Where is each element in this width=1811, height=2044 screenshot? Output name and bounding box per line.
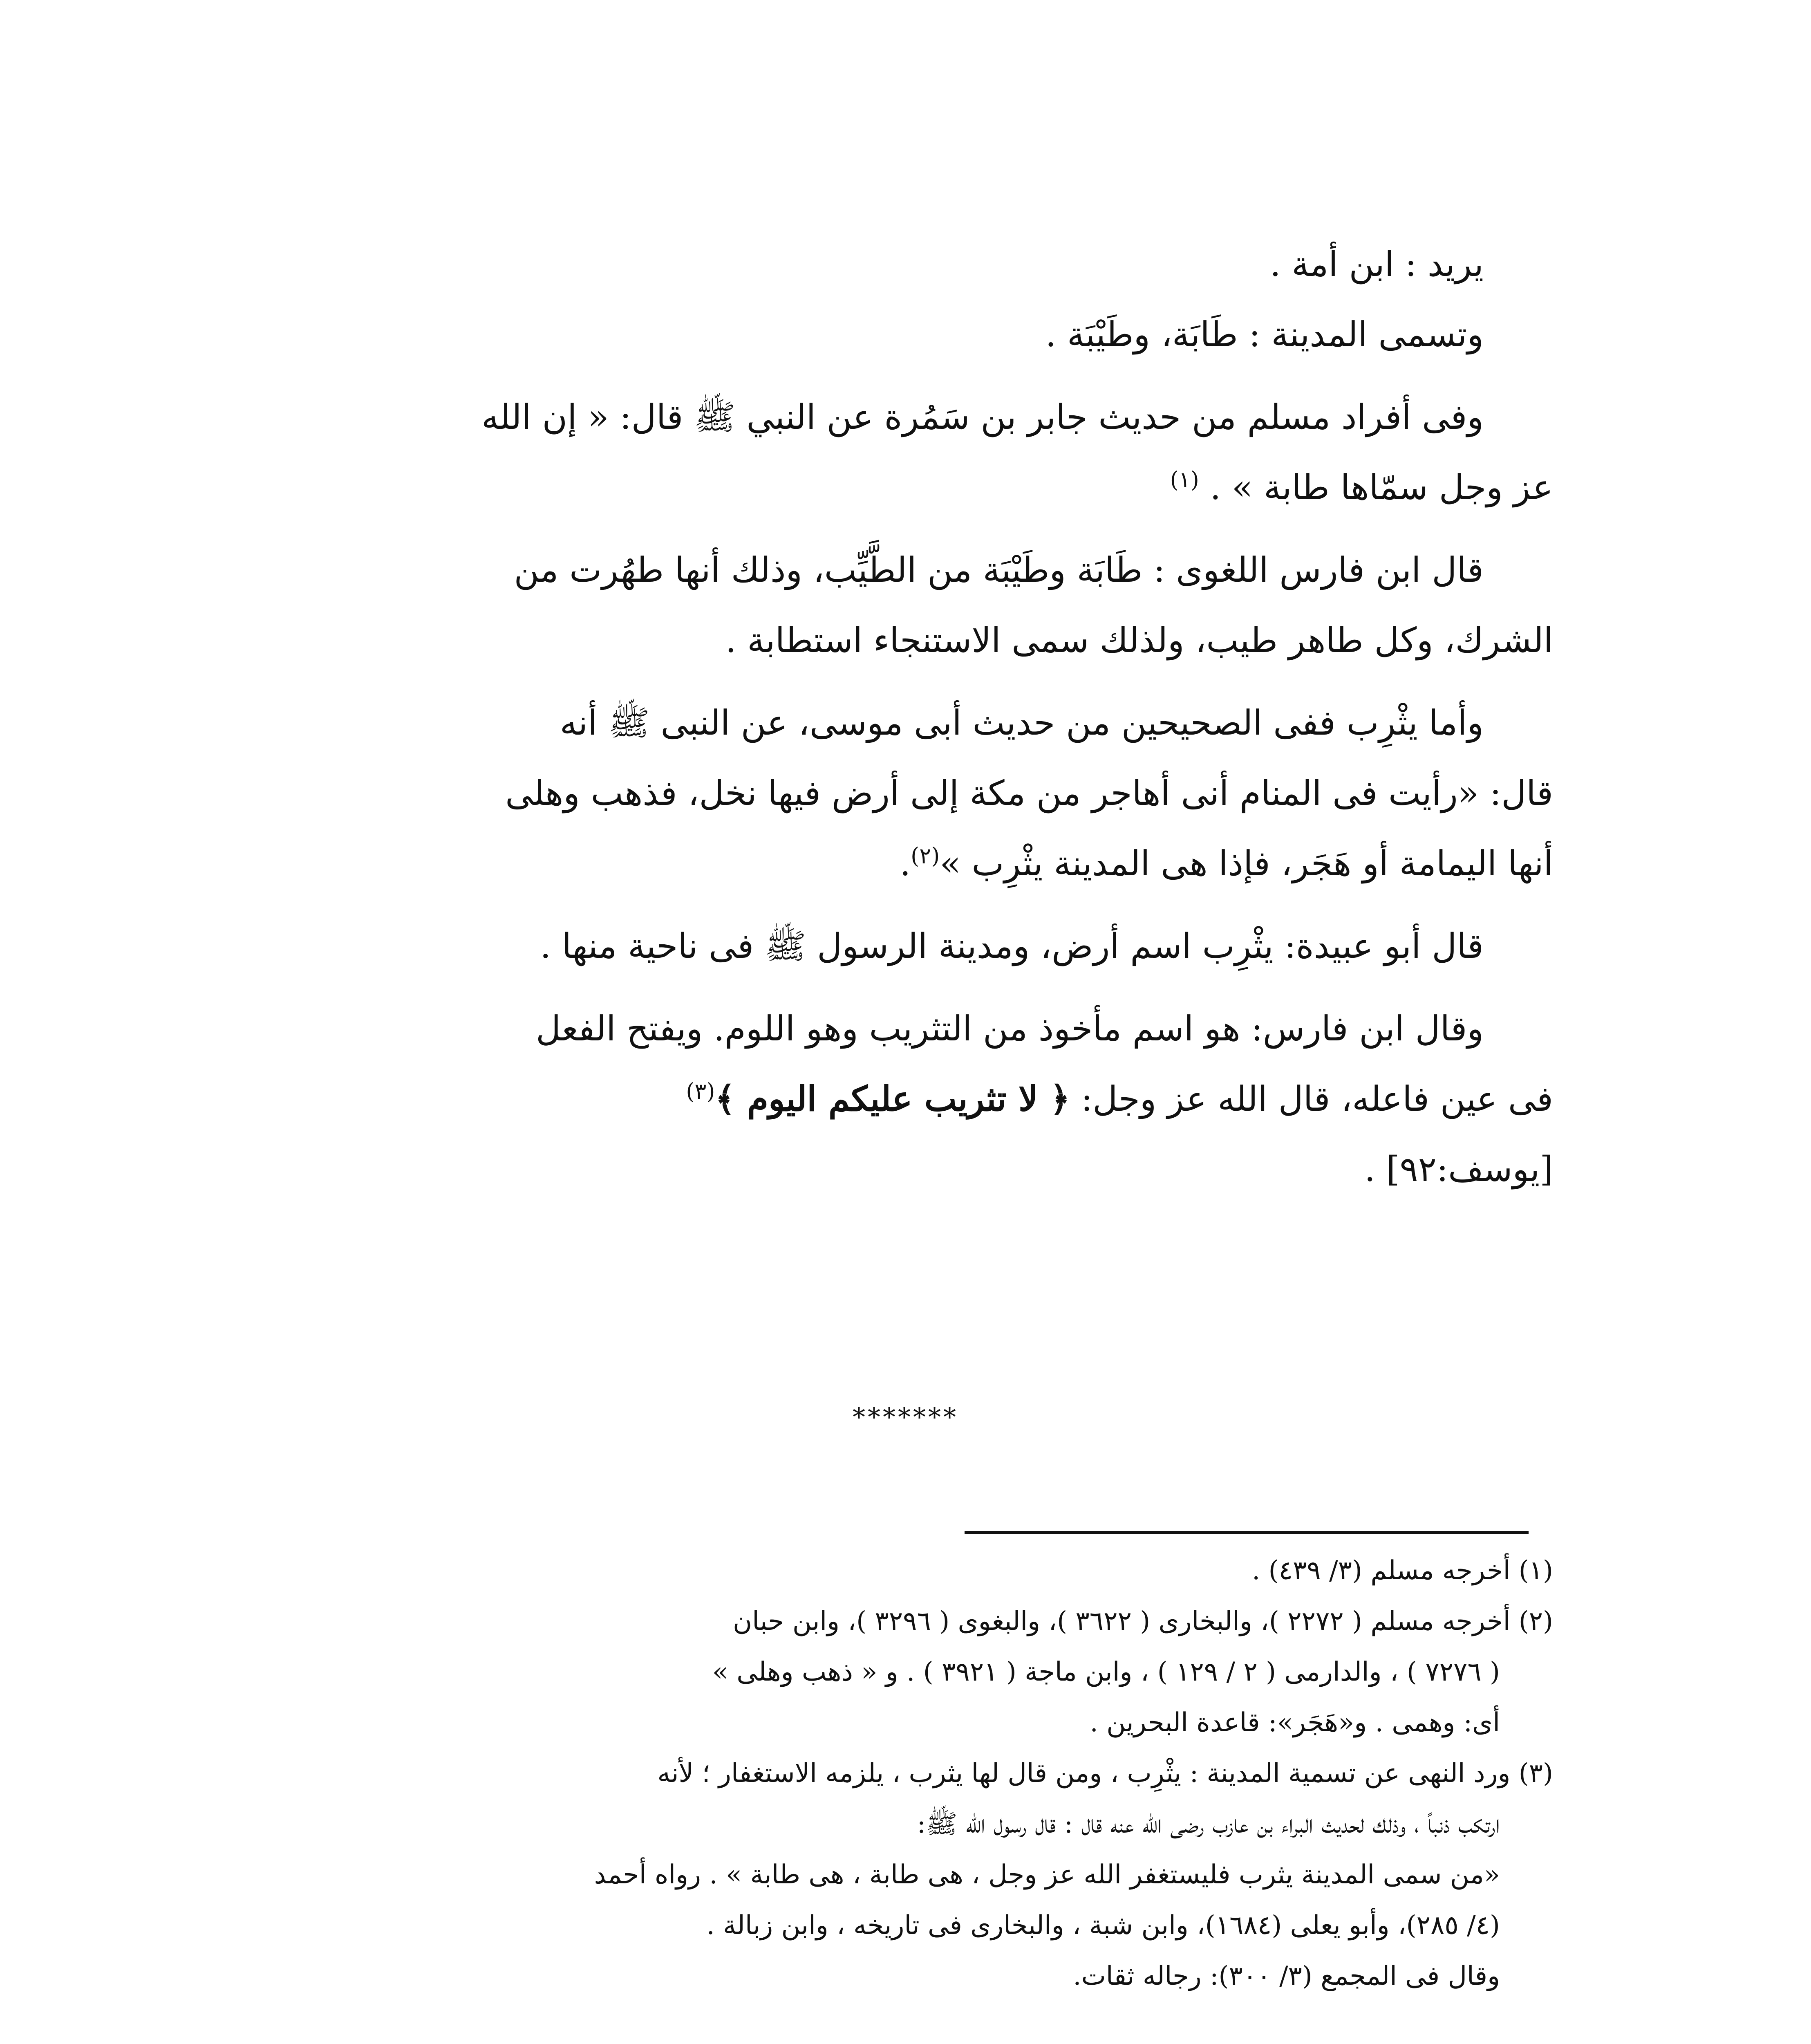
main-text-block [286, 229, 1553, 1204]
footnote-ref: (٣) [686, 1078, 715, 1104]
text-line: قال: «رأيت فى المنام أنى أهاجر من مكة إلى أرض فيها نخل، فذهب وهلى [505, 773, 1553, 813]
quran-quote: ﴿ لا تثريب عليكم اليوم ﴾ [715, 1078, 1070, 1119]
footnote-line: (٣) ورد النهى عن تسمية المدينة : يثْرِب ، ومن قال لها يثرب ، يلزمه الاستغفار ؛ لأنه [657, 1758, 1553, 1788]
footnote-divider [965, 1531, 1529, 1534]
text-line [286, 452, 1553, 522]
footnote-line: (٤/ ٢٨٥)، وأبو يعلى (١٦٨٤)، وابن شبة ، والبخارى فى تاريخه ، وابن زبالة . [706, 1910, 1500, 1941]
text-line: وأما يثْرِب ففى الصحيحين من حديث أبى موسى، عن النبى ﷺ أنه [560, 703, 1484, 743]
text-span: فى عين فاعله، قال الله عز وجل: [1081, 1079, 1553, 1119]
footnotes-block [286, 1545, 1553, 2001]
text-span: . [900, 843, 911, 883]
text-line: يريد : ابن أمة . [1269, 244, 1484, 284]
footnote-line: «من سمى المدينة يثرب فليستغفر الله عز وجل ، هى طابة ، هى طابة » . رواه أحمد [594, 1860, 1500, 1890]
text-line: وتسمى المدينة : طَابَة، وطَيْبَة . [1045, 314, 1484, 354]
footnote-line: وقال فى المجمع (٣/ ٣٠٠): رجاله ثقات. [1073, 1961, 1500, 1991]
footnote-line: (١) أخرجه مسلم (٣/ ٤٣٩) . [1251, 1555, 1553, 1586]
footnote-line: (٢) أخرجه مسلم ( ٢٢٧٢ )، والبخارى ( ٣٦٢٢ )، والبغوى ( ٣٢٩٦ )، وابن حبان [733, 1606, 1553, 1636]
footnote-line: أى: وهمى . و«هَجَر»: قاعدة البحرين . [1090, 1708, 1500, 1738]
text-line: [يوسف:٩٢] . [1364, 1149, 1553, 1189]
text-line: الشرك، وكل طاهر طيب، ولذلك سمى الاستنجاء استطابة . [725, 620, 1553, 660]
text-line: قال أبو عبيدة: يثْرِب اسم أرض، ومدينة الرسول ﷺ فى ناحية منها . [540, 926, 1484, 966]
text-line [286, 828, 1553, 899]
text-span: عز وجل سمّاها طابة » . [1210, 467, 1553, 507]
text-line: وقال ابن فارس: هو اسم مأخوذ من التثريب وهو اللوم. ويفتح الفعل [536, 1009, 1484, 1049]
section-separator: ******* [853, 1402, 958, 1432]
text-span: أنها اليمامة أو هَجَر، فإذا هى المدينة يثْرِب » [940, 843, 1553, 883]
text-line [286, 1064, 1553, 1134]
footnote-line: ( ٧٢٧٦ ) ، والدارمى ( ٢ / ١٢٩ ) ، وابن ماجة ( ٣٩٢١ ) . و « ذهب وهلى » [712, 1657, 1500, 1687]
footnote-line: ارتكب ذنباً ، وذلك لحديث البراء بن عازب رضى الله عنه قال : قال رسول الله ﷺ: [917, 1809, 1500, 1839]
footnote-ref: (١) [1170, 467, 1199, 493]
text-line: وفى أفراد مسلم من حديث جابر بن سَمُرة عن النبي ﷺ قال: « إن الله [481, 397, 1484, 437]
footnote-ref: (٢) [911, 843, 940, 869]
text-line: قال ابن فارس اللغوى : طَابَة وطَيْبَة من الطَّيِّب، وذلك أنها طهُرت من [514, 550, 1484, 590]
